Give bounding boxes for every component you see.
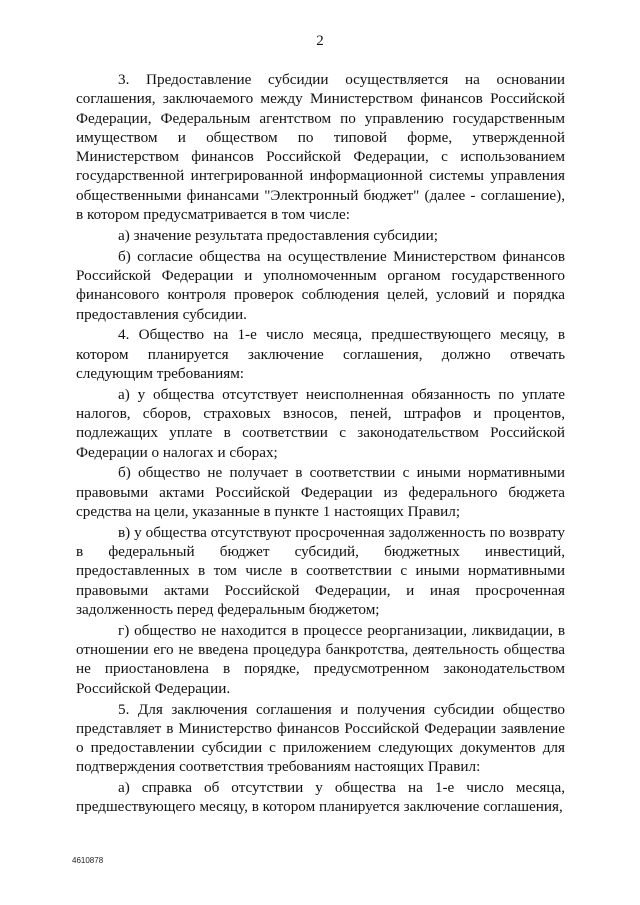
paragraph-4-intro: 4. Общество на 1-е число месяца, предшествующего месяцу, в котором планируется заключение соглашения, должно отвечать следующим требованиям: [76, 326, 565, 382]
paragraph-4g: г) общество не находится в процессе реорганизации, ликвидации, в отношении его не введена процедура банкротства, деятельность общества не приостановлена в порядке, предусмотренном законодательством Российской Федерации. [76, 621, 565, 697]
document-code: 4610878 [72, 856, 104, 865]
paragraph-3-intro: 3. Предоставление субсидии осуществляется на основании соглашения, заключаемого между Министерством финансов Российской Федерации, Федеральным агентством по управлению государственным имуществом и обществом по типовой форме, утвержденной Министерством финансов Российской Федерации, с использованием государственной интегрированной информационной системы управления общественными финансами "Электронный бюджет" (далее - соглашение), в котором предусматривается в том числе: [76, 71, 565, 224]
paragraph-4a: а) у общества отсутствует неисполненная обязанность по уплате налогов, сборов, страховых взносов, пеней, штрафов и процентов, подлежащих уплате в соответствии с законодательством Российской Федерации о налогах и сборах; [76, 385, 565, 461]
page-number: 2 [316, 33, 324, 49]
paragraph-4v: в) у общества отсутствуют просроченная задолженность по возврату в федеральный бюджет субсидий, бюджетных инвестиций, предоставленных в том числе в соответствии с иными нормативными правовыми актами Российской Федерации, и иная просроченная задолженность перед федеральным бюджетом; [76, 523, 565, 619]
paragraph-3a: а) значение результата предоставления субсидии; [118, 226, 438, 244]
document-body [76, 70, 565, 818]
paragraph-5-intro: 5. Для заключения соглашения и получения субсидии общество представляет в Министерство финансов Российской Федерации заявление о предоставлении субсидии с приложением следующих документов для подтверждения соответствия требованиям настоящих Правил: [76, 700, 565, 776]
paragraph-5a: а) справка об отсутствии у общества на 1-е число месяца, предшествующего месяцу, в котором планируется заключение соглашения, [76, 779, 565, 816]
paragraph-4b: б) общество не получает в соответствии с иными нормативными правовыми актами Российской Федерации из федерального бюджета средства на цели, указанные в пункте 1 настоящих Правил; [76, 464, 565, 521]
paragraph-3b: б) согласие общества на осуществление Министерством финансов Российской Федерации и уполномоченным органом государственного финансового контроля проверок соблюдения целей, условий и порядка предоставления субсидии. [76, 247, 565, 323]
